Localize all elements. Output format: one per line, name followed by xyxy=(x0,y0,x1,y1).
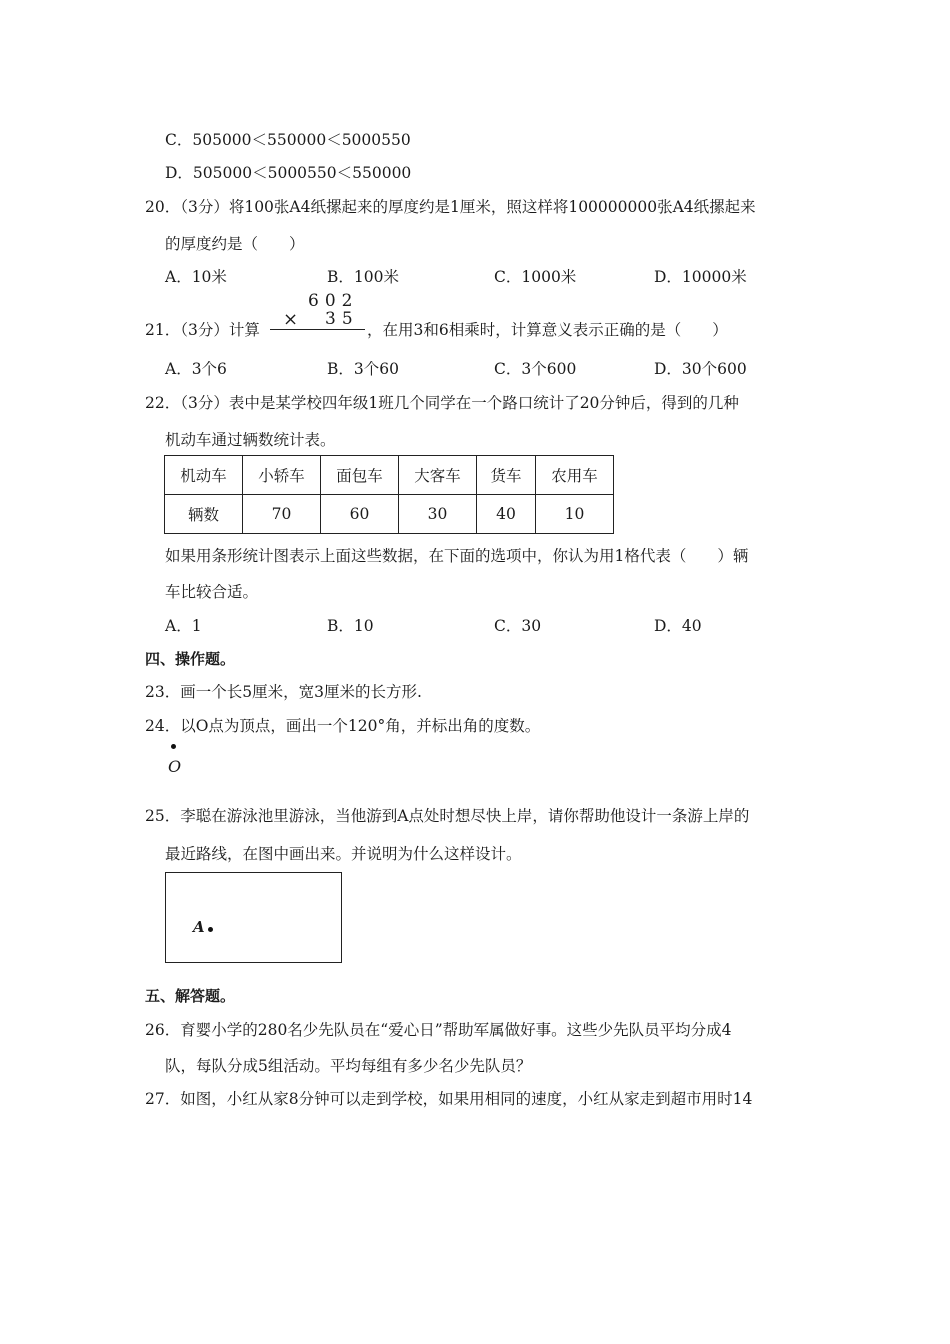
mult-underline xyxy=(270,329,365,330)
table-header-cell: 面包车 xyxy=(321,456,399,495)
q22-after2: 车比较合适。 xyxy=(165,583,259,601)
section-4-title: 四、操作题。 xyxy=(145,650,236,668)
point-a-label: A xyxy=(193,918,205,936)
point-o-label: O xyxy=(168,757,182,776)
mult-bottom: 35 xyxy=(325,309,359,329)
q22-after1: 如果用条形统计图表示上面这些数据，在下面的选项中，你认为用1格代表（ ）辆 xyxy=(165,547,749,565)
table-header-cell: 大客车 xyxy=(399,456,477,495)
q20-line2: 的厚度约是（ ） xyxy=(165,235,305,253)
q22-line1: 22．（3分）表中是某学校四年级1班几个同学在一个路口统计了20分钟后，得到的几种 xyxy=(145,394,739,412)
q22-option-b: B．10 xyxy=(327,617,374,635)
q26-line1: 26．育婴小学的280名少先队员在“爱心日”帮助军属做好事。这些少先队员平均分成4 xyxy=(145,1021,732,1039)
q21-option-b: B．3个60 xyxy=(327,360,399,378)
q20-option-b: B．100米 xyxy=(327,268,399,286)
q21-prefix: 21．（3分）计算 xyxy=(145,321,260,339)
table-cell: 60 xyxy=(321,495,399,534)
table-cell: 10 xyxy=(536,495,614,534)
q20-line1: 20．（3分）将100张A4纸摞起来的厚度约是1厘米，照这样将100000000张A4纸摞起来 xyxy=(145,198,756,216)
q21-option-c: C．3个600 xyxy=(494,360,577,378)
table-row xyxy=(165,495,614,534)
q19-option-d: D．505000＜5000550＜550000 xyxy=(165,164,412,182)
q25-line2: 最近路线，在图中画出来。并说明为什么这样设计。 xyxy=(165,845,522,863)
q22-line2: 机动车通过辆数统计表。 xyxy=(165,431,336,449)
mult-top: 602 xyxy=(308,291,359,311)
q25-line1: 25．李聪在游泳池里游泳，当他游到A点处时想尽快上岸，请你帮助他设计一条游上岸的 xyxy=(145,807,750,825)
q21-option-a: A．3个6 xyxy=(165,360,227,378)
point-o-dot xyxy=(171,744,176,749)
q26-line2: 队，每队分成5组活动。平均每组有多少名少先队员？ xyxy=(165,1057,532,1075)
mult-sign: × xyxy=(283,309,299,330)
point-a-dot xyxy=(208,927,213,932)
table-header-cell: 货车 xyxy=(477,456,536,495)
table-row xyxy=(165,456,614,495)
q27-line1: 27．如图，小红从家8分钟可以走到学校，如果用相同的速度，小红从家走到超市用时14 xyxy=(145,1090,753,1108)
q24-text: 24．以O点为顶点，画出一个120°角，并标出角的度数。 xyxy=(145,717,541,735)
q20-option-c: C．1000米 xyxy=(494,268,577,286)
q21-suffix: ，在用3和6相乘时，计算意义表示正确的是（ ） xyxy=(367,321,728,339)
table-header-cell: 机动车 xyxy=(165,456,243,495)
section-5-title: 五、解答题。 xyxy=(145,987,236,1005)
table-cell: 辆数 xyxy=(165,495,243,534)
vehicle-count-table xyxy=(164,455,614,534)
q22-option-c: C．30 xyxy=(494,617,542,635)
swimming-pool-diagram xyxy=(165,872,342,963)
q22-option-a: A．1 xyxy=(165,617,202,635)
table-cell: 70 xyxy=(243,495,321,534)
table-header-cell: 农用车 xyxy=(536,456,614,495)
q19-option-c: C．505000＜550000＜5000550 xyxy=(165,131,411,149)
q20-option-d: D．10000米 xyxy=(654,268,747,286)
table-header-cell: 小轿车 xyxy=(243,456,321,495)
q21-option-d: D．30个600 xyxy=(654,360,747,378)
table-cell: 30 xyxy=(399,495,477,534)
q22-option-d: D．40 xyxy=(654,617,702,635)
q20-option-a: A．10米 xyxy=(165,268,227,286)
vertical-multiplication xyxy=(270,291,365,335)
table-cell: 40 xyxy=(477,495,536,534)
q23-text: 23．画一个长5厘米，宽3厘米的长方形. xyxy=(145,683,422,701)
